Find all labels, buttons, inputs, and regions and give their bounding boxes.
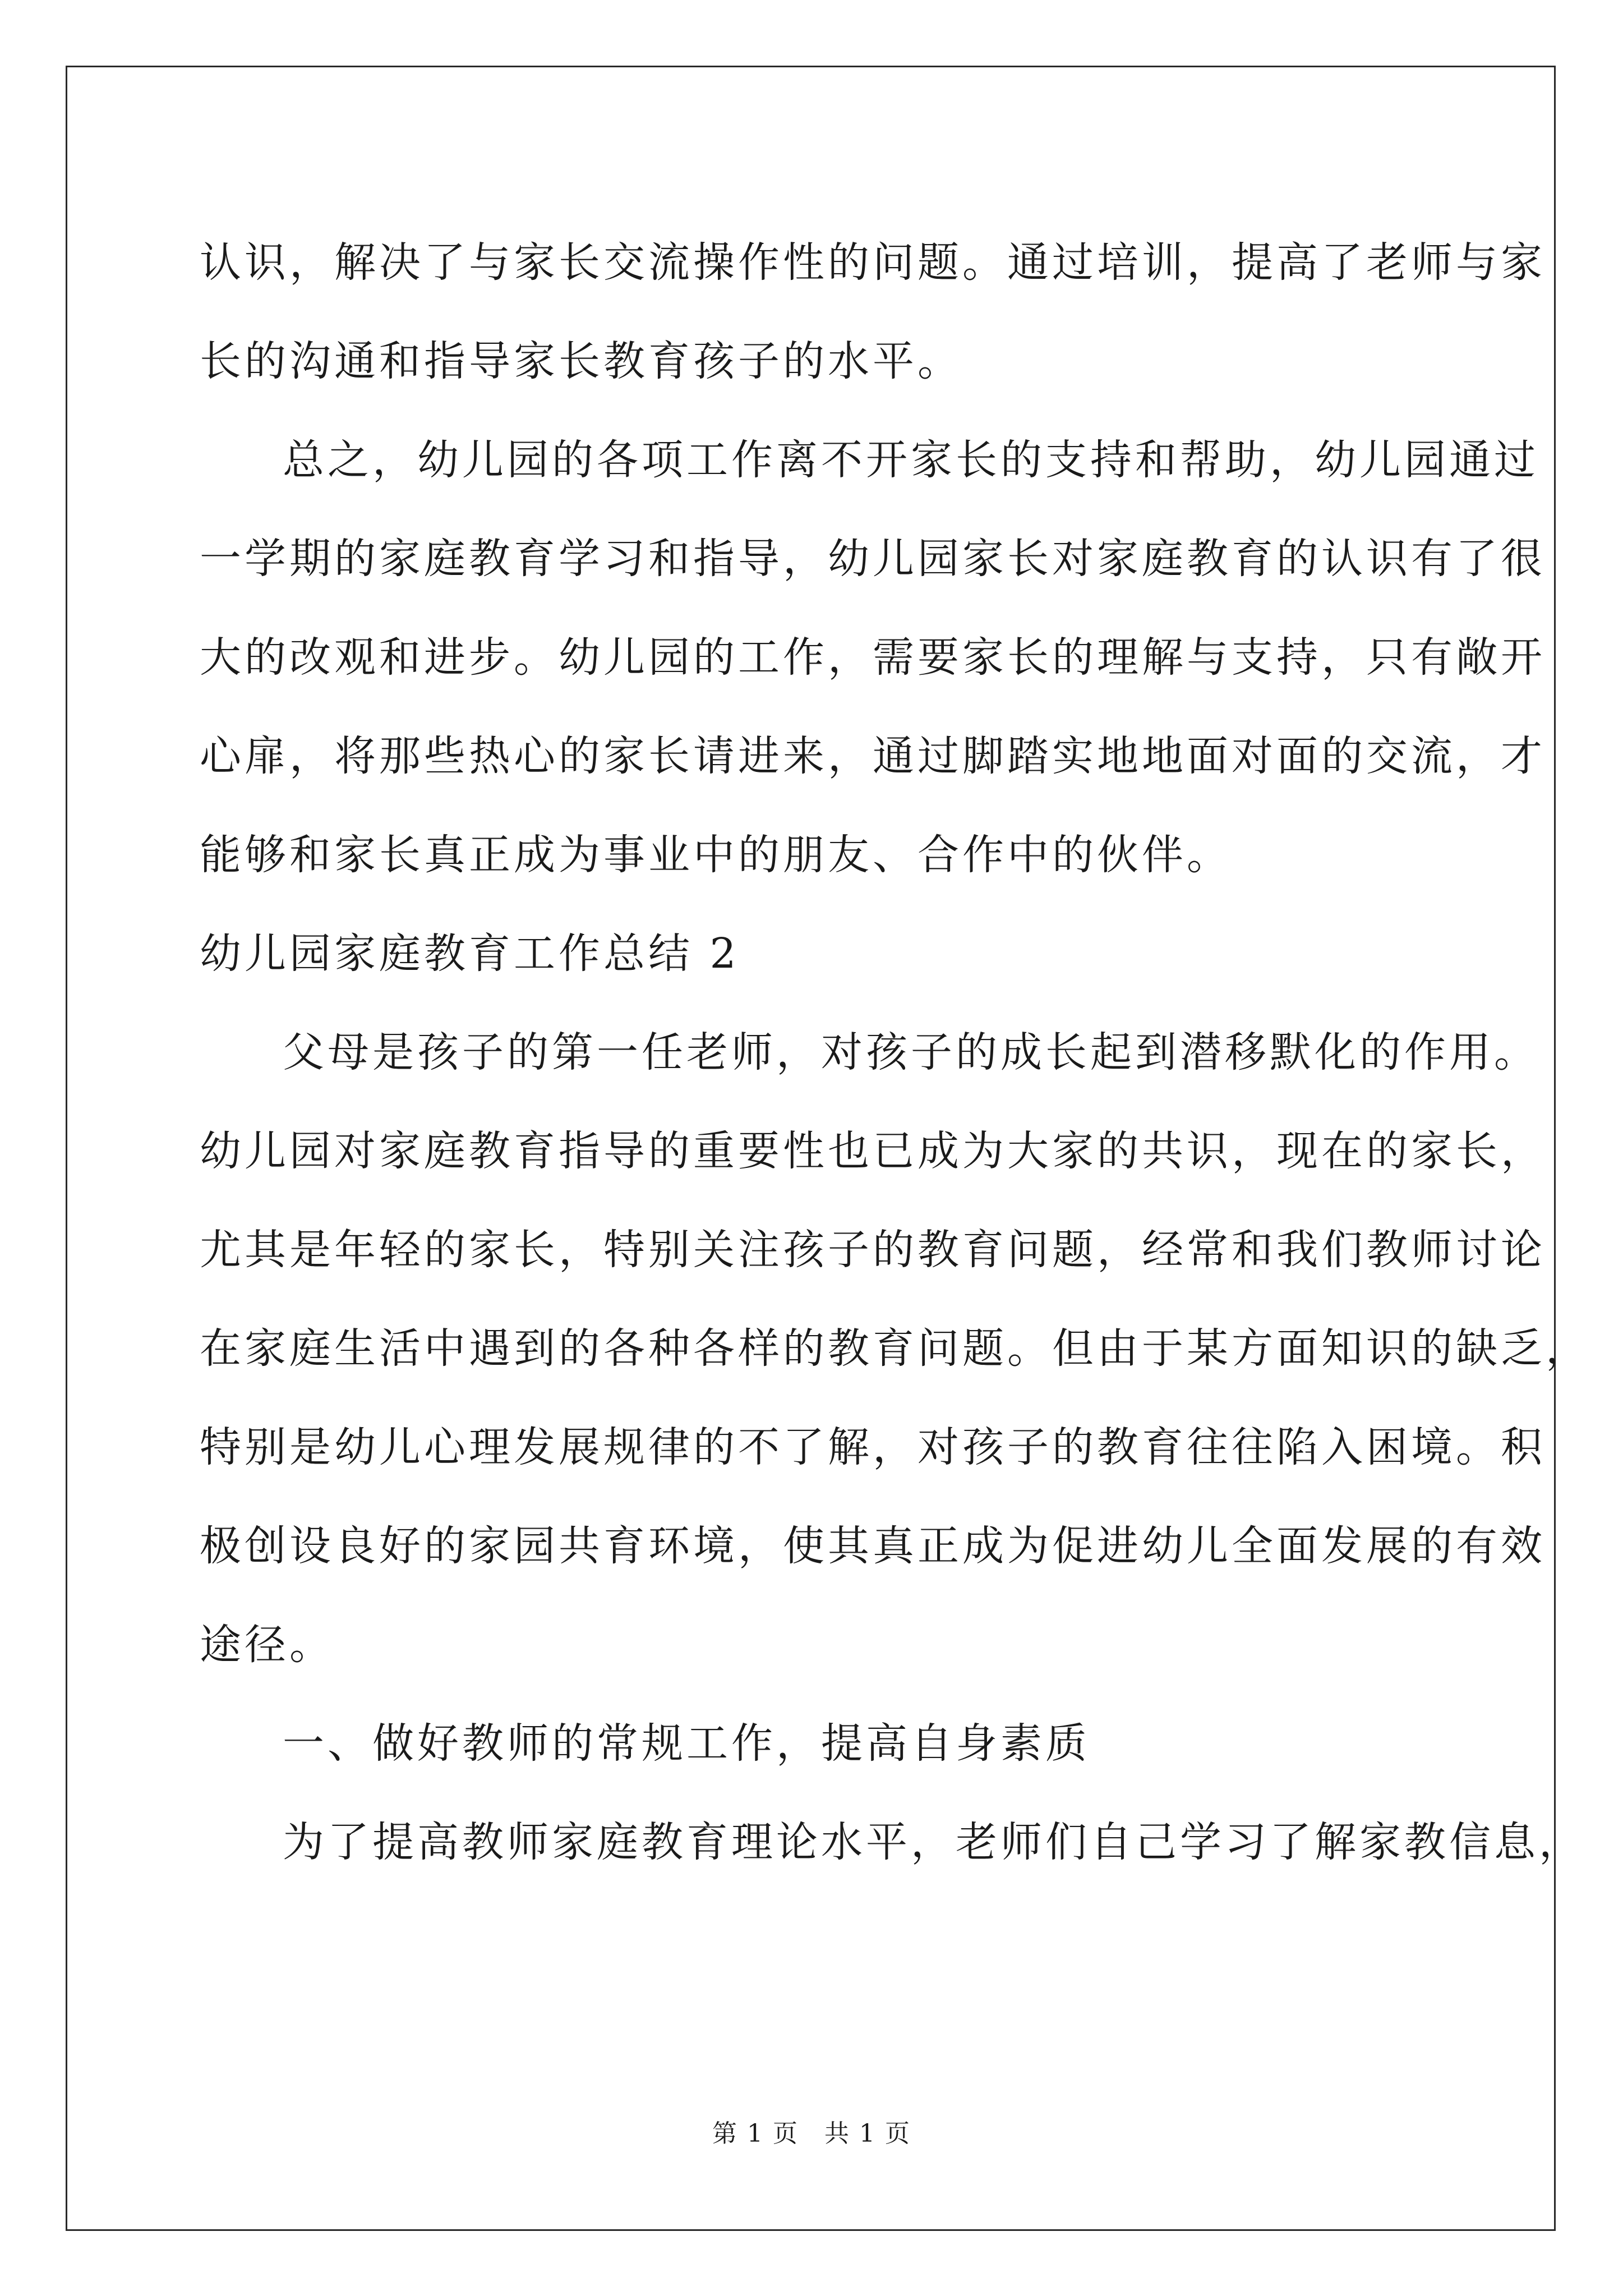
subsection-heading: 一、做好教师的常规工作，提高自身素质 <box>283 1719 1090 1768</box>
text-line-12: 在家庭生活中遇到的各种各样的教育问题。但由于某方面知识的缺乏， <box>200 1324 1590 1373</box>
text-line-14: 极创设良好的家园共育环境，使其真正成为促进幼儿全面发展的有效 <box>200 1522 1546 1570</box>
text-line-10: 幼儿园对家庭教育指导的重要性也已成为大家的共识，现在的家长， <box>200 1127 1546 1175</box>
page-number-footer: 第 1 页 共 1 页 <box>712 2119 911 2148</box>
document-body <box>200 213 1590 1892</box>
text-line-11: 尤其是年轻的家长，特别关注孩子的教育问题，经常和我们教师讨论 <box>200 1226 1546 1274</box>
text-line-17: 为了提高教师家庭教育理论水平，老师们自己学习了解家教信息， <box>283 1818 1584 1866</box>
text-line-1: 认识，解决了与家长交流操作性的问题。通过培训，提高了老师与家 <box>200 238 1546 287</box>
text-line-5: 大的改观和进步。幼儿园的工作，需要家长的理解与支持，只有敞开 <box>200 633 1546 682</box>
text-line-9: 父母是孩子的第一任老师，对孩子的成长起到潜移默化的作用。 <box>283 1028 1539 1076</box>
text-line-6: 心扉，将那些热心的家长请进来，通过脚踏实地地面对面的交流，才 <box>200 732 1546 780</box>
text-line-2: 长的沟通和指导家长教育孩子的水平。 <box>200 337 962 385</box>
text-line-13: 特别是幼儿心理发展规律的不了解，对孩子的教育往往陷入困境。积 <box>200 1423 1546 1471</box>
text-line-3: 总之，幼儿园的各项工作离不开家长的支持和帮助，幼儿园通过 <box>283 436 1539 484</box>
text-line-15: 途径。 <box>200 1621 334 1669</box>
text-line-4: 一学期的家庭教育学习和指导，幼儿园家长对家庭教育的认识有了很 <box>200 535 1546 583</box>
text-line-7: 能够和家长真正成为事业中的朋友、合作中的伙伴。 <box>200 831 1232 879</box>
section-heading: 幼儿园家庭教育工作总结 2 <box>200 930 740 978</box>
